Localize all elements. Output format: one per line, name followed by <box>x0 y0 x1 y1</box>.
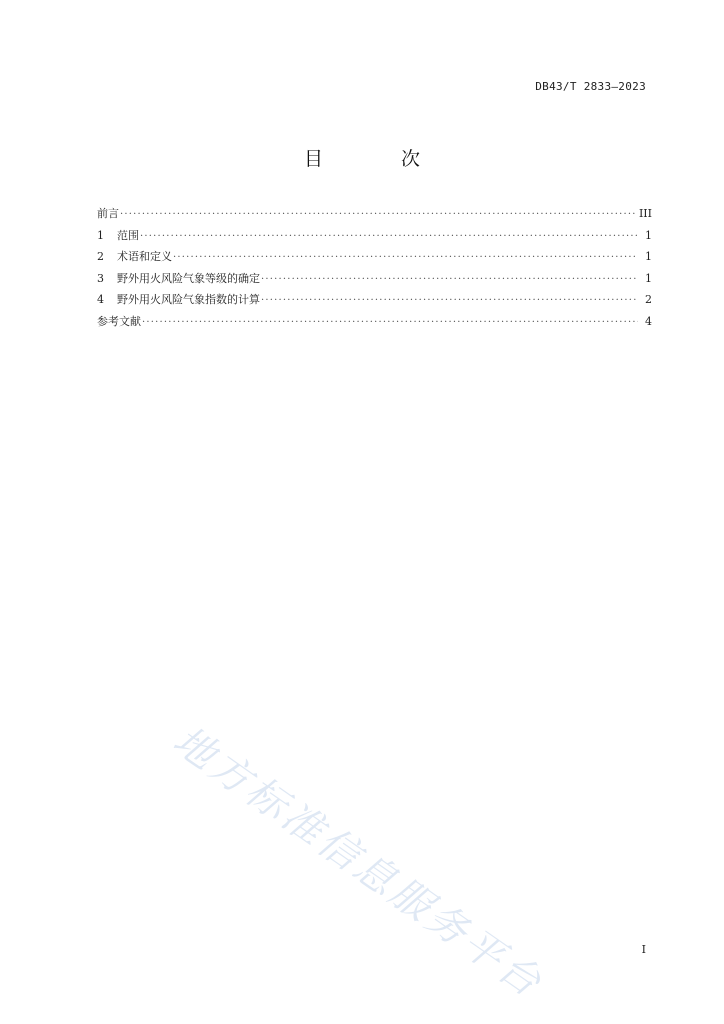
toc-entry-number: 4 <box>97 293 104 306</box>
toc-entry-label: 野外用火风险气象指数的计算 <box>117 293 260 306</box>
toc-entry-label: 术语和定义 <box>117 250 172 263</box>
toc-entry-number: 3 <box>97 271 104 285</box>
toc-entry-label: 前言 <box>97 207 119 220</box>
toc-leader-dots <box>261 274 638 285</box>
toc-entry-page: III <box>638 207 652 220</box>
toc-entry-label: 野外用火风险气象等级的确定 <box>117 271 260 285</box>
toc-entry-risk-level[interactable] <box>97 270 652 292</box>
toc-leader-dots <box>261 295 638 306</box>
toc-leader-dots <box>120 209 635 220</box>
toc-entry-foreword[interactable] <box>97 205 652 227</box>
toc-entry-risk-index[interactable] <box>97 291 652 313</box>
toc-entry-references[interactable] <box>97 313 652 335</box>
toc-leader-dots <box>142 317 638 328</box>
toc-entry-label: 参考文献 <box>97 314 141 328</box>
toc-leader-dots <box>140 231 638 242</box>
toc-entry-number: 1 <box>97 228 104 242</box>
page-number: I <box>641 943 646 956</box>
toc-leader-dots <box>173 252 638 263</box>
table-of-contents <box>97 205 652 334</box>
watermark: 地方标准信息服务平台 <box>164 717 552 1008</box>
toc-entry-terms[interactable] <box>97 248 652 270</box>
toc-entry-number: 2 <box>97 250 104 263</box>
toc-entry-scope[interactable] <box>97 227 652 249</box>
toc-entry-page: 1 <box>645 271 652 285</box>
toc-entry-page: 1 <box>645 250 652 263</box>
toc-entry-page: 2 <box>645 293 652 306</box>
toc-entry-page: 1 <box>645 228 652 242</box>
document-code: DB43/T 2833—2023 <box>535 80 646 93</box>
toc-entry-page: 4 <box>645 314 652 328</box>
toc-entry-label: 范围 <box>117 228 139 242</box>
toc-title: 目 次 <box>303 148 457 170</box>
